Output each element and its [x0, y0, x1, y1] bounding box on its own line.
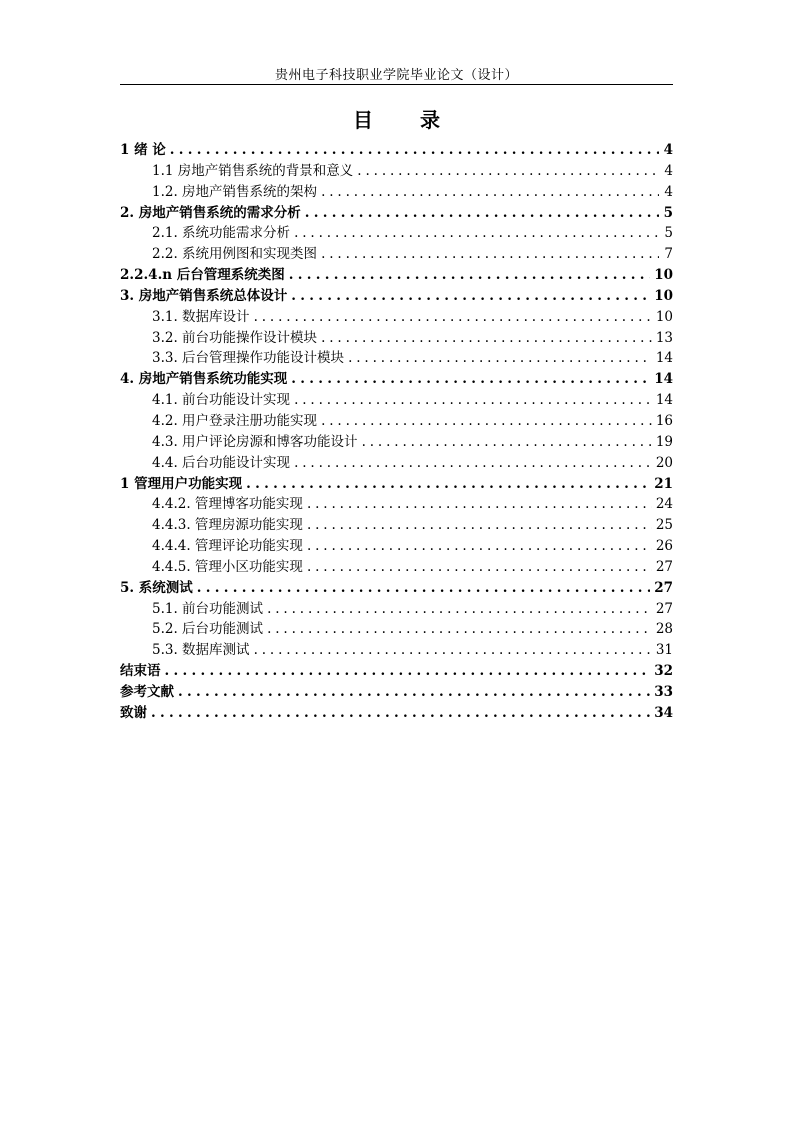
toc-page-number: 14	[654, 371, 673, 388]
toc-chapter-entry[interactable]	[120, 578, 673, 599]
toc-entry-label: 4.4. 后台功能设计实现	[152, 454, 291, 471]
toc-dot-leader	[294, 453, 652, 474]
toc-entry-label: 5.3. 数据库测试	[152, 642, 250, 659]
toc-entry-label: 4.4.3. 管理房源功能实现	[152, 517, 303, 534]
toc-section-entry[interactable]	[120, 494, 673, 515]
toc-section-entry[interactable]	[120, 640, 673, 661]
toc-chapter-entry[interactable]	[120, 474, 673, 495]
toc-entry-label: 1 绪 论	[120, 142, 166, 158]
toc-page-number: 27	[654, 579, 673, 596]
toc-dot-leader	[151, 703, 650, 724]
toc-page-number: 14	[655, 350, 673, 367]
toc-entry-label: 3.1. 数据库设计	[152, 308, 250, 325]
running-header: 贵州电子科技职业学院毕业论文（设计）	[274, 68, 518, 83]
toc-section-entry[interactable]	[120, 223, 673, 244]
toc-page-number: 5	[663, 204, 673, 221]
toc-entry-label: 参考文献	[120, 683, 174, 700]
header-divider	[120, 84, 673, 85]
toc-dot-leader	[307, 494, 652, 515]
toc-dot-leader	[307, 557, 652, 578]
toc-page-number: 10	[654, 267, 673, 284]
toc-page-number: 33	[654, 683, 673, 700]
toc-dot-leader	[307, 515, 652, 536]
toc-page-number: 34	[654, 704, 673, 721]
toc-entry-label: 1.2. 房地产销售系统的架构	[152, 183, 318, 200]
toc-dot-leader	[170, 140, 659, 161]
toc-dot-leader	[321, 411, 652, 432]
toc-page-number: 10	[654, 287, 673, 304]
toc-dot-leader	[294, 390, 652, 411]
toc-section-entry[interactable]	[120, 244, 673, 265]
toc-page-number: 20	[655, 454, 673, 471]
toc-section-entry[interactable]	[120, 515, 673, 536]
toc-page-number: 24	[655, 496, 673, 513]
toc-entry-label: 致谢	[120, 704, 147, 721]
toc-page-number: 32	[654, 663, 673, 680]
toc-entry-label: 4.4.4. 管理评论功能实现	[152, 538, 303, 555]
toc-dot-leader	[321, 244, 659, 265]
toc-dot-leader	[291, 369, 650, 390]
toc-page-number: 4	[664, 162, 673, 179]
toc-chapter-entry[interactable]	[120, 265, 673, 286]
toc-entry-label: 5.2. 后台功能测试	[152, 621, 264, 638]
toc-entry-label: 结束语	[120, 663, 161, 680]
toc-dot-leader	[321, 182, 659, 203]
toc-entry-label: 3.3. 后台管理操作功能设计模块	[152, 350, 345, 367]
toc-dot-leader	[254, 307, 652, 328]
toc-section-entry[interactable]	[120, 411, 673, 432]
toc-entry-label: 2.2. 系统用例图和实现类图	[152, 246, 318, 263]
toc-entry-label: 4. 房地产销售系统功能实现	[120, 371, 288, 388]
toc-dot-leader	[267, 599, 652, 620]
toc-dot-leader	[165, 661, 651, 682]
toc-page-number: 31	[655, 642, 673, 659]
toc-page-number: 21	[654, 475, 673, 492]
toc-dot-leader	[246, 474, 650, 495]
toc-dot-leader	[289, 265, 650, 286]
toc-chapter-entry[interactable]	[120, 703, 673, 724]
toc-section-entry[interactable]	[120, 348, 673, 369]
toc-section-entry[interactable]	[120, 182, 673, 203]
toc-chapter-entry[interactable]	[120, 369, 673, 390]
toc-section-entry[interactable]	[120, 328, 673, 349]
toc-entry-label: 4.4.2. 管理博客功能实现	[152, 496, 303, 513]
toc-dot-leader	[197, 578, 650, 599]
toc-section-entry[interactable]	[120, 453, 673, 474]
toc-chapter-entry[interactable]	[120, 286, 673, 307]
toc-page-number: 14	[655, 392, 673, 409]
toc-page-number: 26	[655, 538, 673, 555]
toc-chapter-entry[interactable]	[120, 140, 673, 161]
toc-section-entry[interactable]	[120, 536, 673, 557]
toc-section-entry[interactable]	[120, 557, 673, 578]
toc-dot-leader	[267, 619, 652, 640]
toc-entry-label: 5.1. 前台功能测试	[152, 600, 264, 617]
toc-page-number: 19	[655, 433, 673, 450]
toc-chapter-entry[interactable]	[120, 203, 673, 224]
toc-page-number: 4	[664, 183, 673, 200]
toc-dot-leader	[291, 286, 650, 307]
toc-page-number: 27	[655, 558, 673, 575]
toc-chapter-entry[interactable]	[120, 682, 673, 703]
toc-entry-label: 4.2. 用户登录注册功能实现	[152, 412, 318, 429]
toc-page-number: 28	[655, 621, 673, 638]
toc-entry-label: 4.3. 用户评论房源和博客功能设计	[152, 433, 358, 450]
toc-dot-leader	[178, 682, 650, 703]
toc-dot-leader	[254, 640, 652, 661]
toc-chapter-entry[interactable]	[120, 661, 673, 682]
toc-dot-leader	[305, 203, 659, 224]
toc-page-number: 27	[655, 600, 673, 617]
toc-page-number: 10	[655, 308, 673, 325]
page-title: 目 录	[353, 108, 460, 132]
toc-dot-leader	[321, 328, 652, 349]
toc-entry-label: 3. 房地产销售系统总体设计	[120, 287, 288, 304]
toc-section-entry[interactable]	[120, 161, 673, 182]
toc-page-number: 7	[664, 246, 673, 263]
toc-entry-label: 2. 房地产销售系统的需求分析	[120, 204, 301, 221]
toc-entry-label: 2.2.4.n 后台管理系统类图	[120, 267, 285, 284]
toc-entry-label: 4.4.5. 管理小区功能实现	[152, 558, 303, 575]
table-of-contents	[120, 140, 673, 724]
toc-section-entry[interactable]	[120, 307, 673, 328]
toc-section-entry[interactable]	[120, 599, 673, 620]
toc-dot-leader	[357, 161, 659, 182]
toc-section-entry[interactable]	[120, 390, 673, 411]
toc-page-number: 25	[655, 517, 673, 534]
toc-dot-leader	[307, 536, 652, 557]
toc-entry-label: 5. 系统测试	[120, 579, 193, 596]
toc-page-number: 4	[663, 142, 673, 158]
toc-entry-label: 4.1. 前台功能设计实现	[152, 392, 291, 409]
toc-entry-label: 2.1. 系统功能需求分析	[152, 225, 291, 242]
toc-section-entry[interactable]	[120, 432, 673, 453]
toc-section-entry[interactable]	[120, 619, 673, 640]
toc-entry-label: 1.1 房地产销售系统的背景和意义	[152, 162, 354, 179]
toc-entry-label: 1 管理用户功能实现	[120, 475, 243, 492]
toc-entry-label: 3.2. 前台功能操作设计模块	[152, 329, 318, 346]
toc-page-number: 13	[655, 329, 673, 346]
toc-page-number: 16	[655, 412, 673, 429]
toc-page-number: 5	[664, 225, 673, 242]
toc-dot-leader	[294, 223, 659, 244]
toc-dot-leader	[348, 348, 652, 369]
toc-dot-leader	[362, 432, 652, 453]
